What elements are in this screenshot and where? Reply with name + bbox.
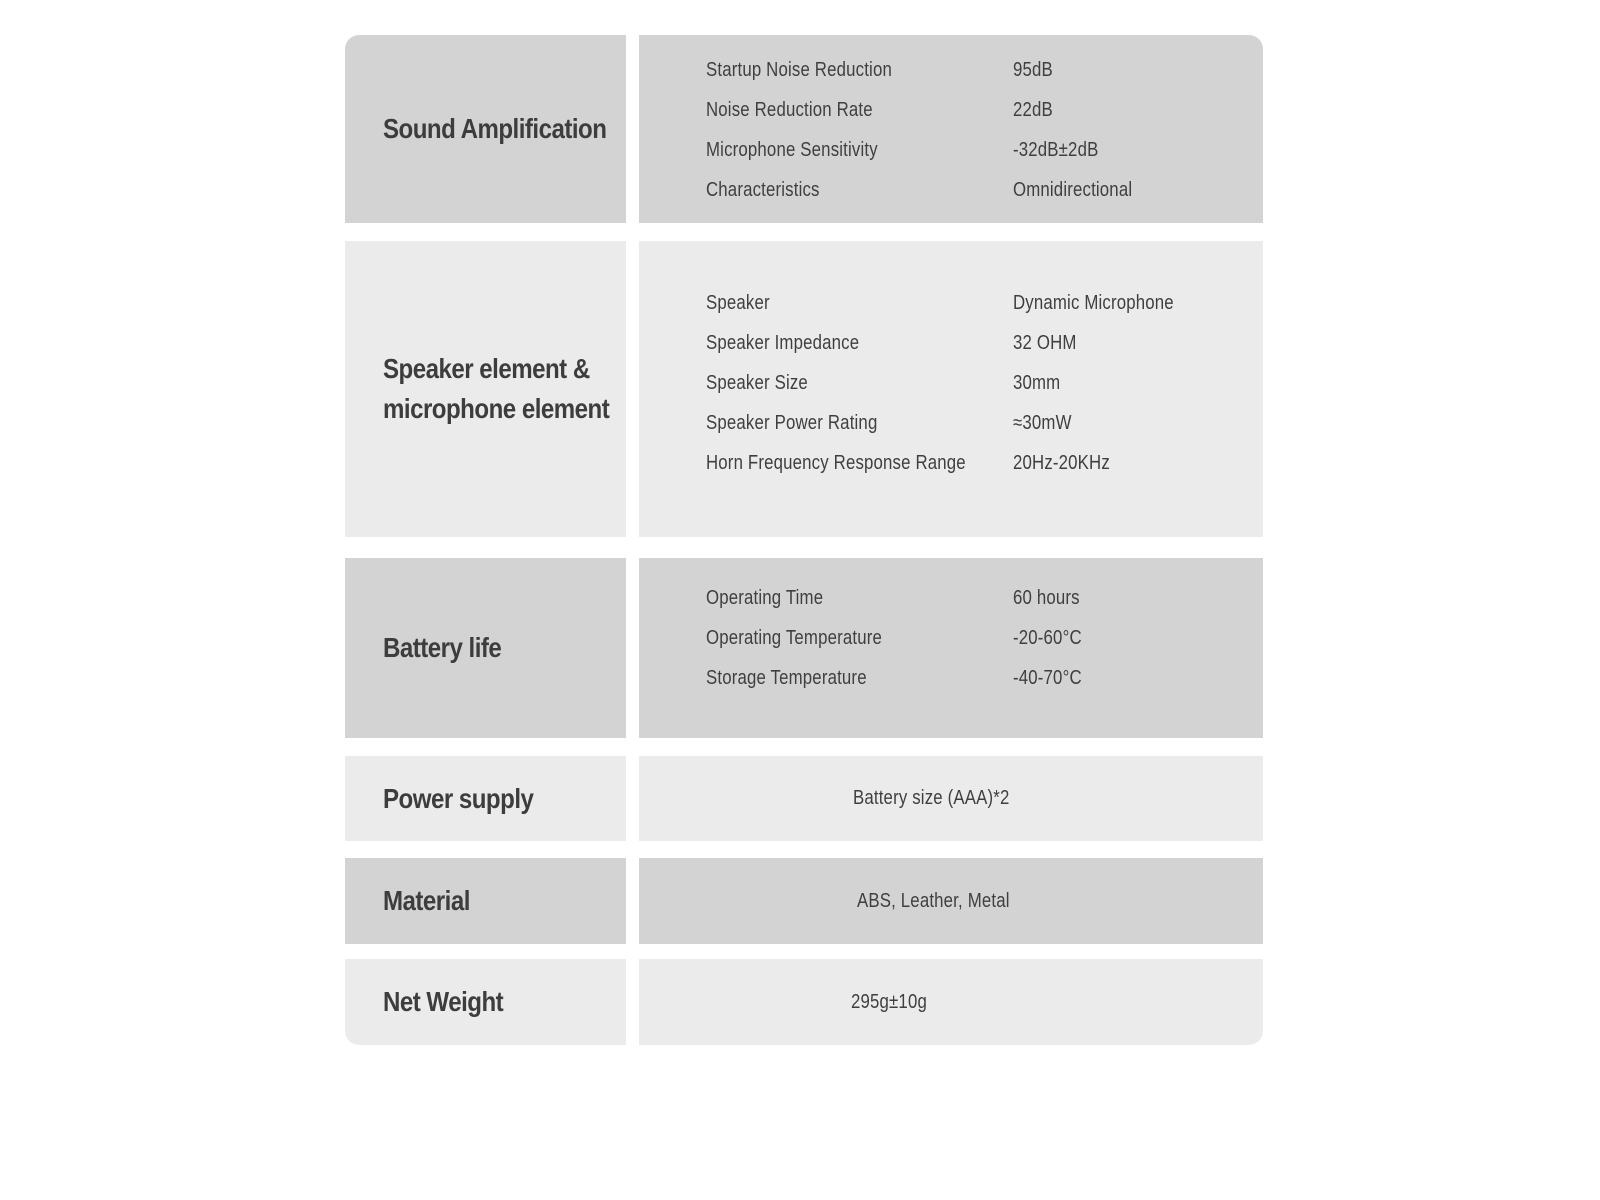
spec-item <box>639 618 1263 658</box>
section-label-cell <box>345 858 626 944</box>
spec-value: 95dB <box>1013 59 1053 81</box>
section-spec-cell <box>639 241 1263 537</box>
section-label-cell <box>345 959 626 1045</box>
section-spec-cell <box>639 558 1263 738</box>
section-title: Sound Amplification <box>383 113 607 144</box>
spec-item <box>639 170 1263 210</box>
spec-row-battery-life <box>345 558 1263 738</box>
section-title: Material <box>383 885 470 916</box>
spec-row-sound-amplification <box>345 35 1263 223</box>
section-label-cell <box>345 241 626 537</box>
spec-label: Characteristics <box>706 179 820 201</box>
spec-label: Speaker Size <box>706 372 808 394</box>
spec-item <box>639 283 1263 323</box>
spec-value: 20Hz-20KHz <box>1013 452 1110 474</box>
spec-value <box>853 756 1039 841</box>
spec-value-text: ABS, Leather, Metal <box>857 889 1010 912</box>
spec-value: ≈30mW <box>1013 412 1072 434</box>
section-label-cell <box>345 756 626 841</box>
spec-item <box>639 130 1263 170</box>
spec-label: Storage Temperature <box>706 667 867 689</box>
section-spec-cell <box>639 756 1263 841</box>
spec-label: Speaker Power Rating <box>706 412 878 434</box>
spec-value: -40-70°C <box>1013 667 1082 689</box>
section-title <box>383 349 646 429</box>
spec-item <box>639 403 1263 443</box>
spec-item <box>639 323 1263 363</box>
section-title-line: Speaker element & <box>383 353 590 384</box>
spec-value <box>851 959 941 1045</box>
spec-value: 32 OHM <box>1013 332 1077 354</box>
spec-value <box>857 858 1039 944</box>
spec-row-power-supply <box>345 756 1263 841</box>
spec-item <box>639 50 1263 90</box>
section-spec-cell <box>639 858 1263 944</box>
spec-value: 30mm <box>1013 372 1061 394</box>
spec-item <box>639 443 1263 483</box>
section-title-line: microphone element <box>383 393 610 424</box>
spec-label: Operating Time <box>706 587 824 609</box>
spec-label: Microphone Sensitivity <box>706 139 878 161</box>
spec-row-material <box>345 858 1263 944</box>
spec-row-net-weight <box>345 959 1263 1045</box>
section-title: Net Weight <box>383 986 504 1017</box>
spec-row-speaker-microphone <box>345 241 1263 537</box>
spec-label: Operating Temperature <box>706 627 882 649</box>
section-label-cell <box>345 558 626 738</box>
spec-item <box>639 363 1263 403</box>
spec-value: -20-60°C <box>1013 627 1082 649</box>
section-label-cell <box>345 35 626 223</box>
spec-label: Speaker Impedance <box>706 332 860 354</box>
section-title: Battery life <box>383 632 502 663</box>
section-title: Power supply <box>383 782 534 814</box>
spec-value-text: Battery size (AAA)*2 <box>853 787 1010 809</box>
spec-value: Omnidirectional <box>1013 179 1133 201</box>
section-spec-cell <box>639 959 1263 1045</box>
spec-label: Noise Reduction Rate <box>706 99 873 121</box>
spec-value-text: 295g±10g <box>851 990 927 1013</box>
spec-label: Speaker <box>706 292 770 314</box>
spec-item <box>639 658 1263 698</box>
spec-label: Horn Frequency Response Range <box>706 452 966 474</box>
spec-value: 60 hours <box>1013 587 1080 609</box>
spec-item <box>639 578 1263 618</box>
spec-item <box>639 90 1263 130</box>
spec-value: -32dB±2dB <box>1013 139 1099 161</box>
spec-label: Startup Noise Reduction <box>706 59 892 81</box>
spec-value: Dynamic Microphone <box>1013 292 1174 314</box>
spec-value: 22dB <box>1013 99 1053 121</box>
section-spec-cell <box>639 35 1263 223</box>
